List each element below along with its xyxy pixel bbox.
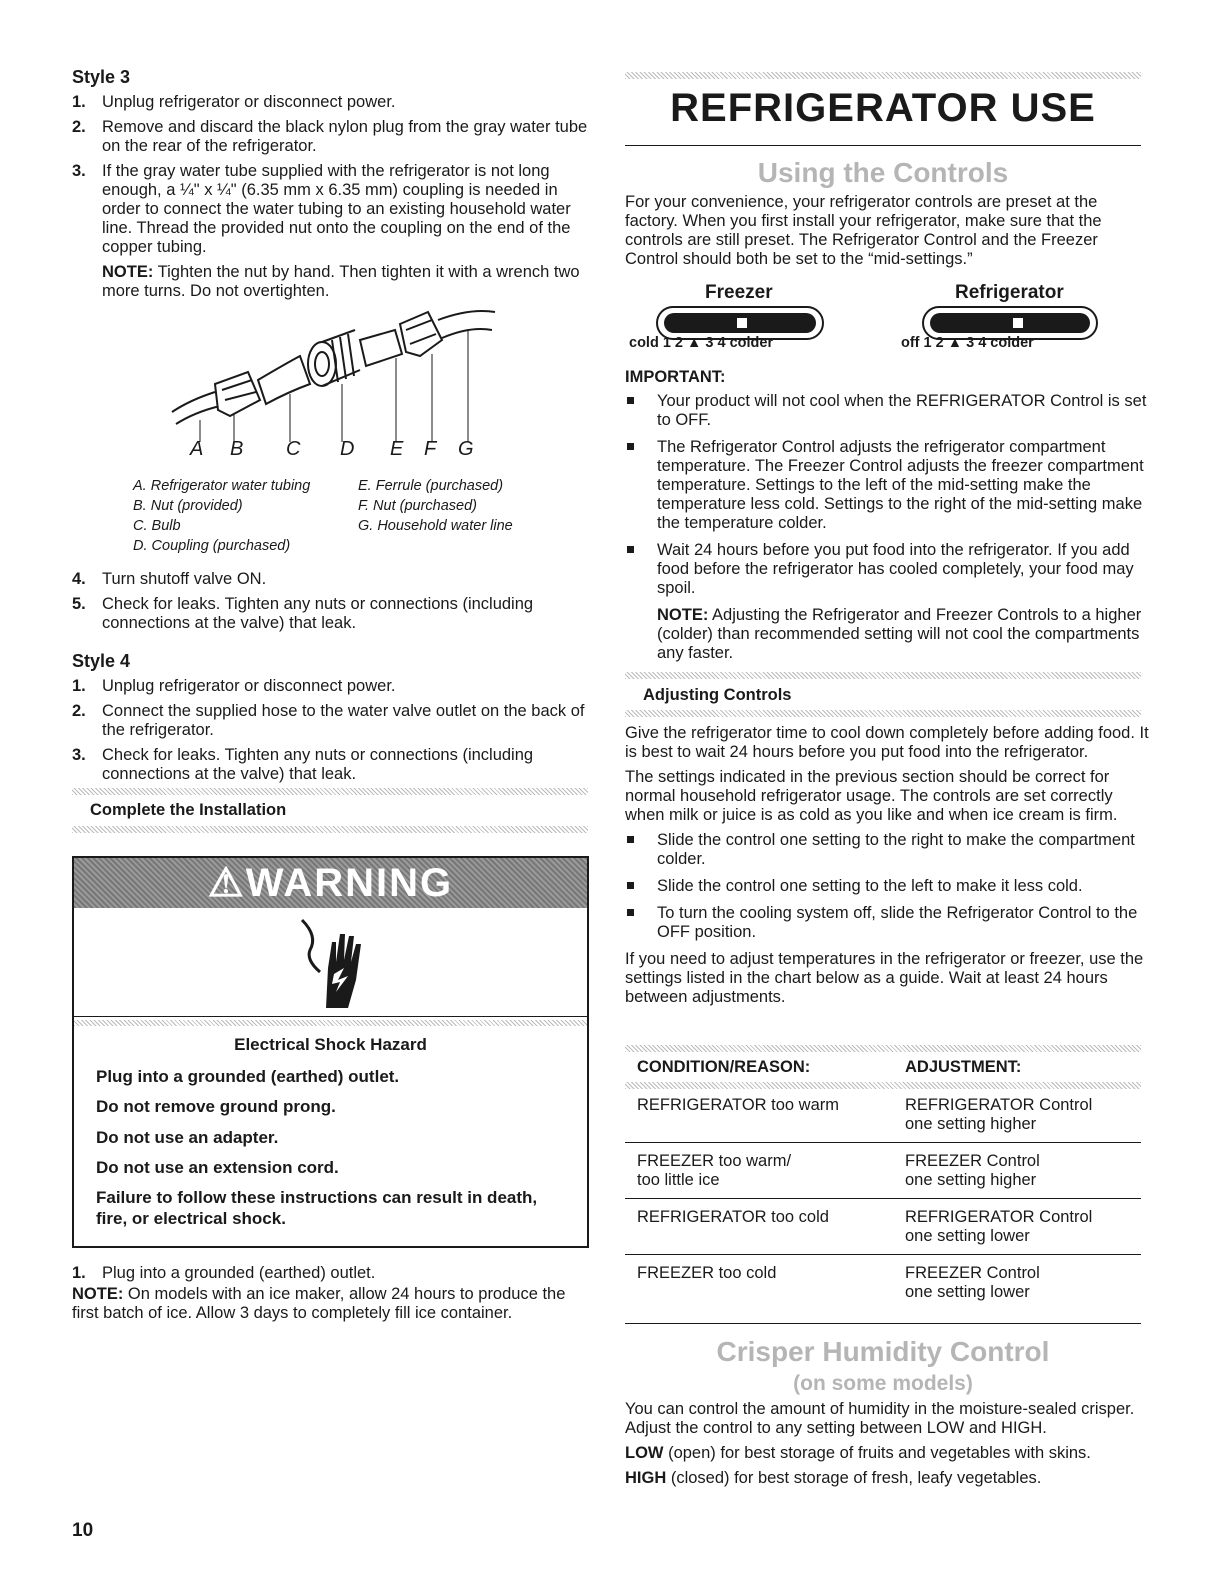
list-item: Slide the control one setting to the left to make it less cold. — [625, 877, 1151, 896]
warning-line: Do not remove ground prong. — [96, 1097, 336, 1116]
divider — [72, 788, 588, 795]
crisper-subheading: (on some models) — [793, 1372, 973, 1395]
freezer-label: Freezer — [705, 282, 773, 303]
list-item: 1. Unplug refrigerator or disconnect power. — [72, 677, 396, 695]
divider — [625, 1082, 1141, 1089]
adjusting-section: Give the refrigerator time to cool down completely before adding food. It is best to wait 24 hours before you put food into the refrigerator. The settings indicated in the previous section should be correct for normal household refrigerator usage. The controls are set correctly when milk or juice is as cold as you like and when ice cream is firm. Slide the control one setting to the right to make the compartment colder. Slide the control one setting to the left to make it less cold. To turn the cooling system off, slide the Refrigerator Control to the OFF position. If you need to adjust temperatures in the refrigerator or freezer, use the settings listed in the chart below as a guide. Wait at least 24 hours between adjustments. — [625, 724, 1151, 1007]
crisper-section: You can control the amount of humidity in the moisture-sealed crisper. Adjust the control to any setting between LOW and HIGH. LOW (open) for best storage of fruits and vegetables with skins. HIGH (closed) for best storage of fresh, leafy vegetables. — [625, 1400, 1135, 1487]
style4-section — [72, 651, 592, 790]
divider — [72, 826, 588, 833]
divider — [625, 672, 1141, 679]
list-item: Wait 24 hours before you put food into the refrigerator. If you add food before the refrigerator has cooled completely, your food may spoil. — [625, 541, 1151, 598]
list-item: 3. If the gray water tube supplied with the refrigerator is not long enough, a ¼" x ¼" (6.35 mm x 6.35 mm) coupling is needed in order to connect the water tubing to an existing household water line. Thread the provided nut onto the coupling on the end of the copper tubing. — [72, 162, 571, 256]
warning-box — [72, 856, 589, 1248]
fitting-diagram — [170, 300, 500, 465]
final-step — [72, 1264, 592, 1323]
list-item: Slide the control one setting to the right to make the compartment colder. — [625, 831, 1151, 869]
final-note: NOTE: On models with an ice maker, allow 24 hours to produce the first batch of ice. Allow 3 days to completely fill ice container. — [72, 1285, 566, 1322]
warning-line: Do not use an adapter. — [96, 1128, 279, 1147]
controls-heading: Using the Controls — [757, 157, 1009, 188]
list-item: 1. Plug into a grounded (earthed) outlet. — [72, 1264, 376, 1282]
divider — [625, 1045, 1141, 1052]
hazard-title: Electrical Shock Hazard — [234, 1035, 427, 1054]
page-number: 10 — [72, 1520, 94, 1541]
electric-shock-icon — [298, 916, 368, 1016]
refrigerator-label: Refrigerator — [955, 282, 1064, 303]
list-item: 2. Remove and discard the black nylon plug from the gray water tube on the rear of the refrigerator. — [72, 118, 588, 155]
list-item: Your product will not cool when the REFRIGERATOR Control is set to OFF. — [625, 392, 1151, 430]
style3-continued — [72, 570, 592, 639]
list-item: 5. Check for leaks. Tighten any nuts or connections (including connections at the valve) that leak. — [72, 595, 534, 632]
page-title: REFRIGERATOR USE — [670, 86, 1096, 130]
divider — [625, 72, 1141, 79]
list-item: To turn the cooling system off, slide the Refrigerator Control to the OFF position. — [625, 904, 1151, 942]
adjusting-controls-title: Adjusting Controls — [643, 686, 792, 704]
rule — [625, 1323, 1141, 1324]
list-item: 2. Connect the supplied hose to the water valve outlet on the back of the refrigerator. — [72, 702, 585, 739]
list-item: 1. Unplug refrigerator or disconnect power. — [72, 93, 396, 111]
list-item: 3. Check for leaks. Tighten any nuts or connections (including connections at the valve) that leak. — [72, 746, 534, 783]
warning-line: Plug into a grounded (earthed) outlet. — [96, 1067, 400, 1086]
rule — [625, 1142, 1141, 1143]
crisper-heading: Crisper Humidity Control — [716, 1336, 1050, 1367]
list-item: The Refrigerator Control adjusts the refrigerator compartment temperature. The Freezer Control adjusts the freezer compartment temperature. Settings to the left of the mid-setting make the temperature less cold. Settings to the right of the mid-setting make the temperature colder. — [625, 438, 1151, 533]
list-item: 4. Turn shutoff valve ON. — [72, 570, 267, 588]
style4-title: Style 4 — [72, 651, 131, 671]
freezer-scale: cold 1 2 ▲ 3 4 colder — [629, 335, 774, 351]
warning-line: Failure to follow these instructions can result in death, fire, or electrical shock. — [96, 1188, 538, 1228]
style3-note: NOTE: Tighten the nut by hand. Then tighten it with a wrench two more turns. Do not overtighten. — [102, 263, 580, 300]
style3-section — [72, 67, 592, 301]
figure-legend-left: A. Refrigerator water tubing B. Nut (provided) C. Bulb D. Coupling (purchased) — [133, 478, 311, 554]
divider — [625, 710, 1141, 717]
important-note: NOTE: Adjusting the Refrigerator and Freezer Controls to a higher (colder) than recommended setting will not cool the compartments any faster. — [657, 606, 1142, 662]
rule — [625, 1254, 1141, 1255]
complete-installation-title: Complete the Installation — [90, 801, 287, 819]
warning-line: Do not use an extension cord. — [96, 1158, 339, 1177]
rule — [625, 145, 1141, 146]
rule — [625, 1198, 1141, 1199]
style3-title: Style 3 — [72, 67, 131, 87]
refrigerator-scale: off 1 2 ▲ 3 4 colder — [901, 335, 1034, 351]
controls-intro: For your convenience, your refrigerator controls are preset at the factory. When you first install your refrigerator, make sure that the controls are still preset. The Refrigerator Control and the Freezer Control should both be set to the “mid-settings.” — [625, 193, 1102, 268]
warning-banner: ⚠WARNING — [74, 858, 587, 908]
figure-legend-right: E. Ferrule (purchased) F. Nut (purchased) G. Household water line — [358, 478, 513, 534]
important-section: IMPORTANT: Your product will not cool when the REFRIGERATOR Control is set to OFF. The Refrigerator Control adjusts the refrigerator compartment temperature. The Freezer Control adjusts the freezer compartment temperature. Settings to the left of the mid-setting make the temperature less cold. Settings to the right of the mid-setting make the temperature colder. Wait 24 hours before you put food into the refrigerator. If you add food before the refrigerator has cooled completely, your food may spoil. NOTE: Adjusting the Refrigerator and Freezer Controls to a higher (colder) than recommended setting will not cool the compartments any faster. — [625, 368, 1151, 663]
